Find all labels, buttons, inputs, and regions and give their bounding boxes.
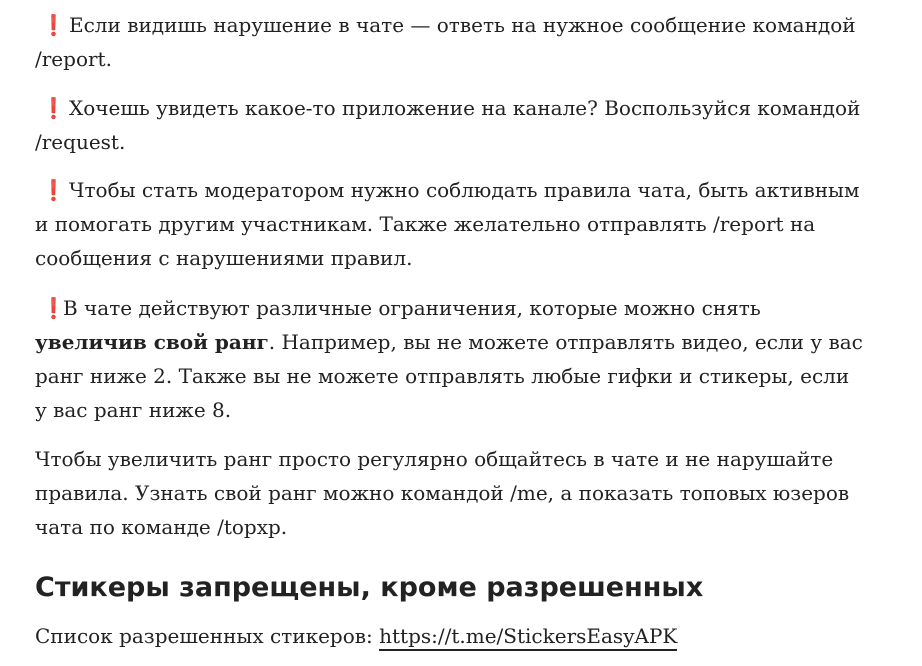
rule-rank-limits (35, 291, 865, 427)
rule-request-text: Хочешь увидеть какое-то приложение на канале? Воспользуйся командой /request. (35, 96, 861, 154)
stickers-link[interactable]: https://t.me/StickersEasyAPK (379, 624, 677, 651)
stickers-list (35, 619, 865, 653)
stickers-list-label: Список разрешенных стикеров: (35, 624, 380, 648)
stickers-heading: Стикеры запрещены, кроме разрешенных (35, 572, 704, 603)
rule-moderator (35, 173, 865, 275)
rule-rank-text-after: . Например, вы не можете отправлять видео, если у вас ранг ниже 2. Также вы не можете отправлять любые гифки и стикеры, если у вас ранг ниже 8. (35, 330, 863, 422)
rank-paragraph: Чтобы увеличить ранг просто регулярно общайтесь в чате и не нарушайте правила. Узнать свой ранг можно командой /me, а показать топовых юзеров чата по команде /topxp. (35, 447, 850, 539)
rule-request (35, 91, 865, 159)
rule-moderator-text: Чтобы стать модератором нужно соблюдать правила чата, быть активным и помогать другим участникам. Также желательно отправлять /report на сообщения с нарушениями правил. (35, 178, 860, 270)
rule-report (35, 8, 865, 76)
exclamation-icon: ❗ (41, 178, 66, 202)
rule-rank-text-bold: увеличив свой ранг (35, 330, 269, 354)
rule-rank-text-before: В чате действуют различные ограничения, которые можно снять (63, 296, 761, 320)
rule-report-text: Если видишь нарушение в чате — ответь на нужное сообщение командой /report. (35, 13, 856, 71)
exclamation-icon: ❗ (41, 96, 66, 120)
exclamation-icon: ❗ (41, 296, 66, 320)
exclamation-icon: ❗ (41, 13, 66, 37)
